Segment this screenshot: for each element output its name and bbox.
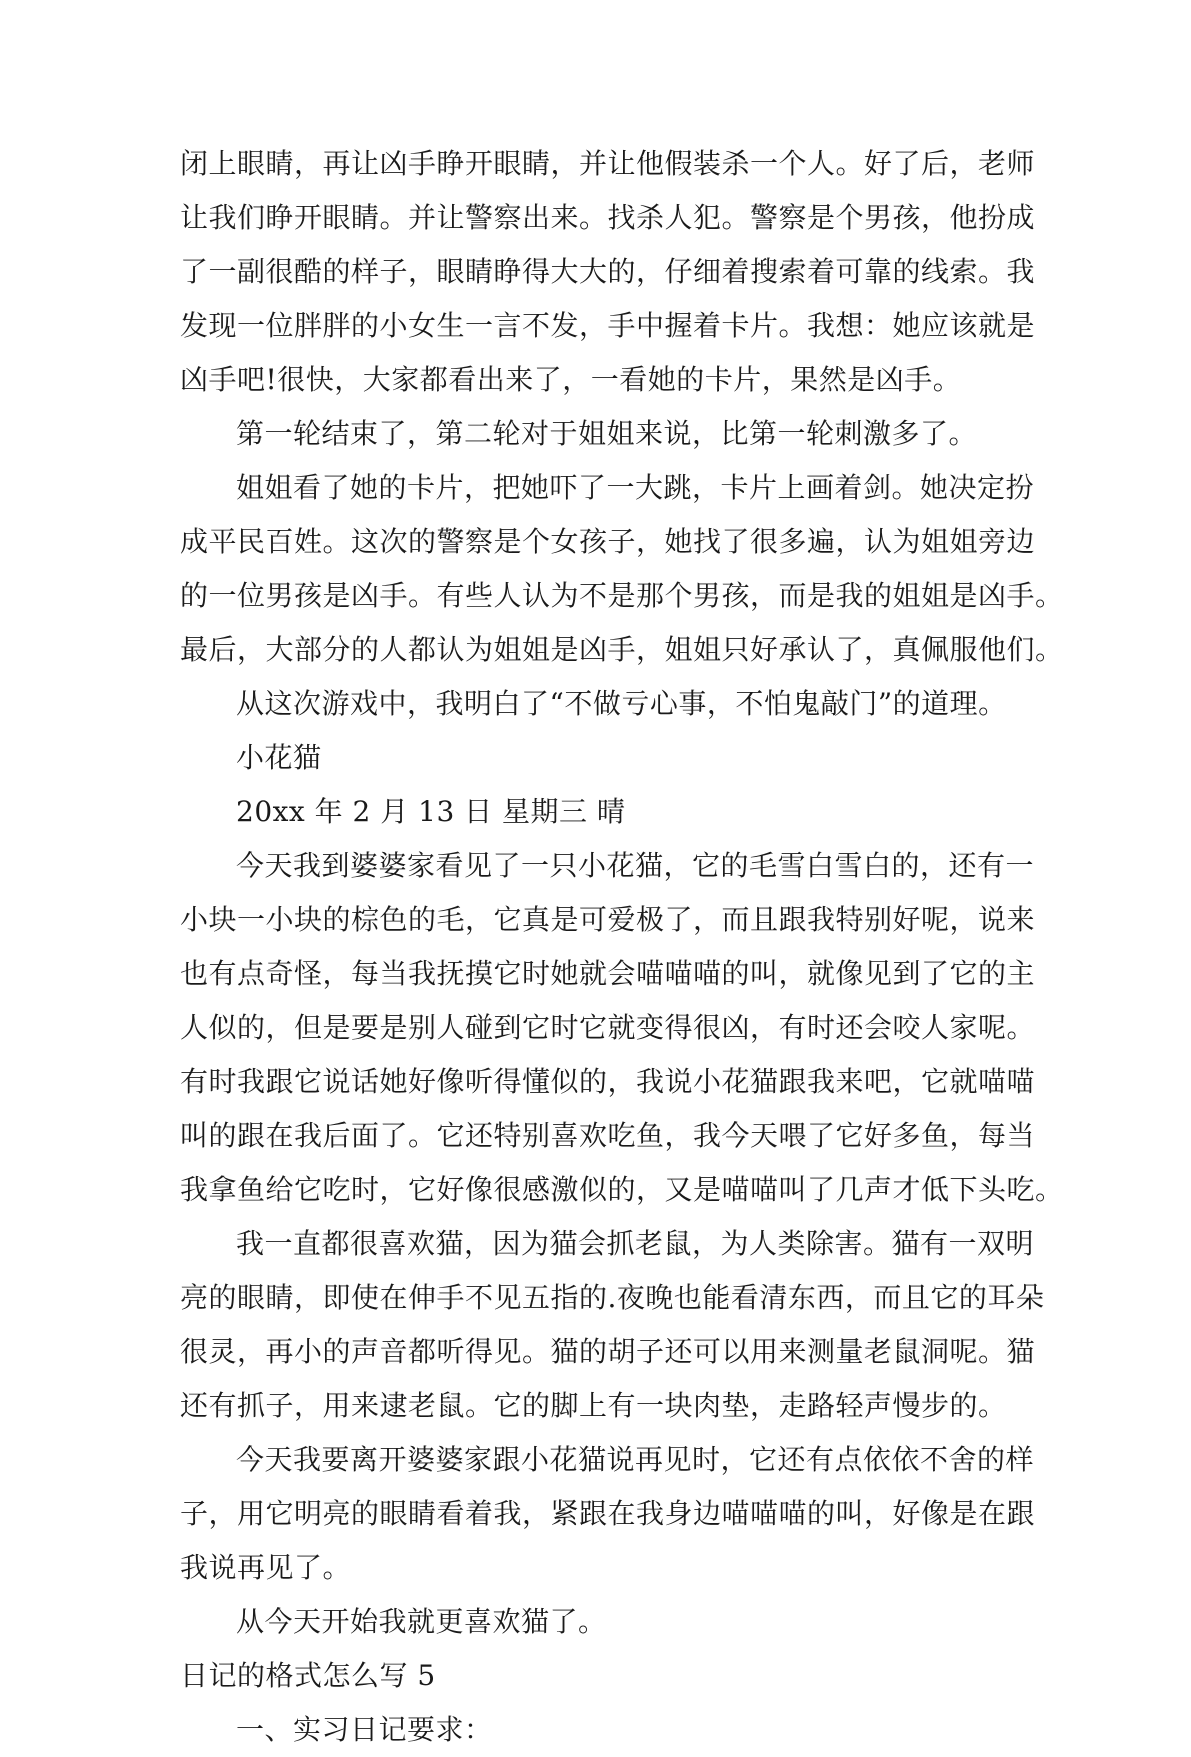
text-line: 也有点奇怪，每当我抚摸它时她就会喵喵喵的叫，就像见到了它的主 [180,957,1036,990]
text-line: 小块一小块的棕色的毛，它真是可爱极了，而且跟我特别好呢，说来 [180,903,1036,936]
text-line: 我说再见了。 [180,1551,352,1584]
text-line: 我一直都很喜欢猫，因为猫会抓老鼠，为人类除害。猫有一双明 [236,1227,1035,1260]
text-line: 我拿鱼给它吃时，它好像很感激似的，又是喵喵叫了几声才低下头吃。 [180,1173,1064,1206]
text-line: 日记的格式怎么写 5 [180,1659,436,1692]
text-line: 20xx 年 2 月 13 日 星期三 晴 [236,795,626,828]
text-line: 闭上眼睛，再让凶手睁开眼睛，并让他假装杀一个人。好了后，老师 [180,147,1036,180]
text-line: 了一副很酷的样子，眼睛睁得大大的，仔细着搜索着可靠的线索。我 [180,255,1036,288]
text-line: 成平民百姓。这次的警察是个女孩子，她找了很多遍，认为姐姐旁边 [180,525,1036,558]
document-body [180,137,1064,1757]
text-line: 让我们睁开眼睛。并让警察出来。找杀人犯。警察是个男孩，他扮成 [180,201,1036,234]
text-line: 发现一位胖胖的小女生一言不发，手中握着卡片。我想：她应该就是 [180,309,1036,342]
text-line: 第一轮结束了，第二轮对于姐姐来说，比第一轮刺激多了。 [236,417,978,450]
text-line: 亮的眼睛，即使在伸手不见五指的.夜晚也能看清东西，而且它的耳朵 [180,1281,1045,1314]
text-line: 今天我要离开婆婆家跟小花猫说再见时，它还有点依依不舍的样 [236,1443,1035,1476]
text-line: 叫的跟在我后面了。它还特别喜欢吃鱼，我今天喂了它好多鱼，每当 [180,1119,1036,1152]
text-line: 子，用它明亮的眼睛看着我，紧跟在我身边喵喵喵的叫，好像是在跟 [180,1497,1036,1530]
text-line: 从今天开始我就更喜欢猫了。 [236,1605,607,1638]
text-line: 的一位男孩是凶手。有些人认为不是那个男孩，而是我的姐姐是凶手。 [180,579,1064,612]
text-line: 最后，大部分的人都认为姐姐是凶手，姐姐只好承认了，真佩服他们。 [180,633,1064,666]
text-line: 姐姐看了她的卡片，把她吓了一大跳，卡片上画着剑。她决定扮 [236,471,1035,504]
text-line: 从这次游戏中，我明白了“不做亏心事，不怕鬼敲门”的道理。 [236,687,1007,720]
text-line: 有时我跟它说话她好像听得懂似的，我说小花猫跟我来吧，它就喵喵 [180,1065,1036,1098]
text-line: 很灵，再小的声音都听得见。猫的胡子还可以用来测量老鼠洞呢。猫 [180,1335,1036,1368]
text-line: 一、实习日记要求： [236,1713,493,1746]
text-line: 小花猫 [236,741,322,774]
text-line: 人似的，但是要是别人碰到它时它就变得很凶，有时还会咬人家呢。 [180,1011,1036,1044]
text-line: 还有抓子，用来逮老鼠。它的脚上有一块肉垫，走路轻声慢步的。 [180,1389,1007,1422]
text-line: 今天我到婆婆家看见了一只小花猫，它的毛雪白雪白的，还有一 [236,849,1035,882]
text-line: 凶手吧!很快，大家都看出来了，一看她的卡片，果然是凶手。 [180,363,962,396]
